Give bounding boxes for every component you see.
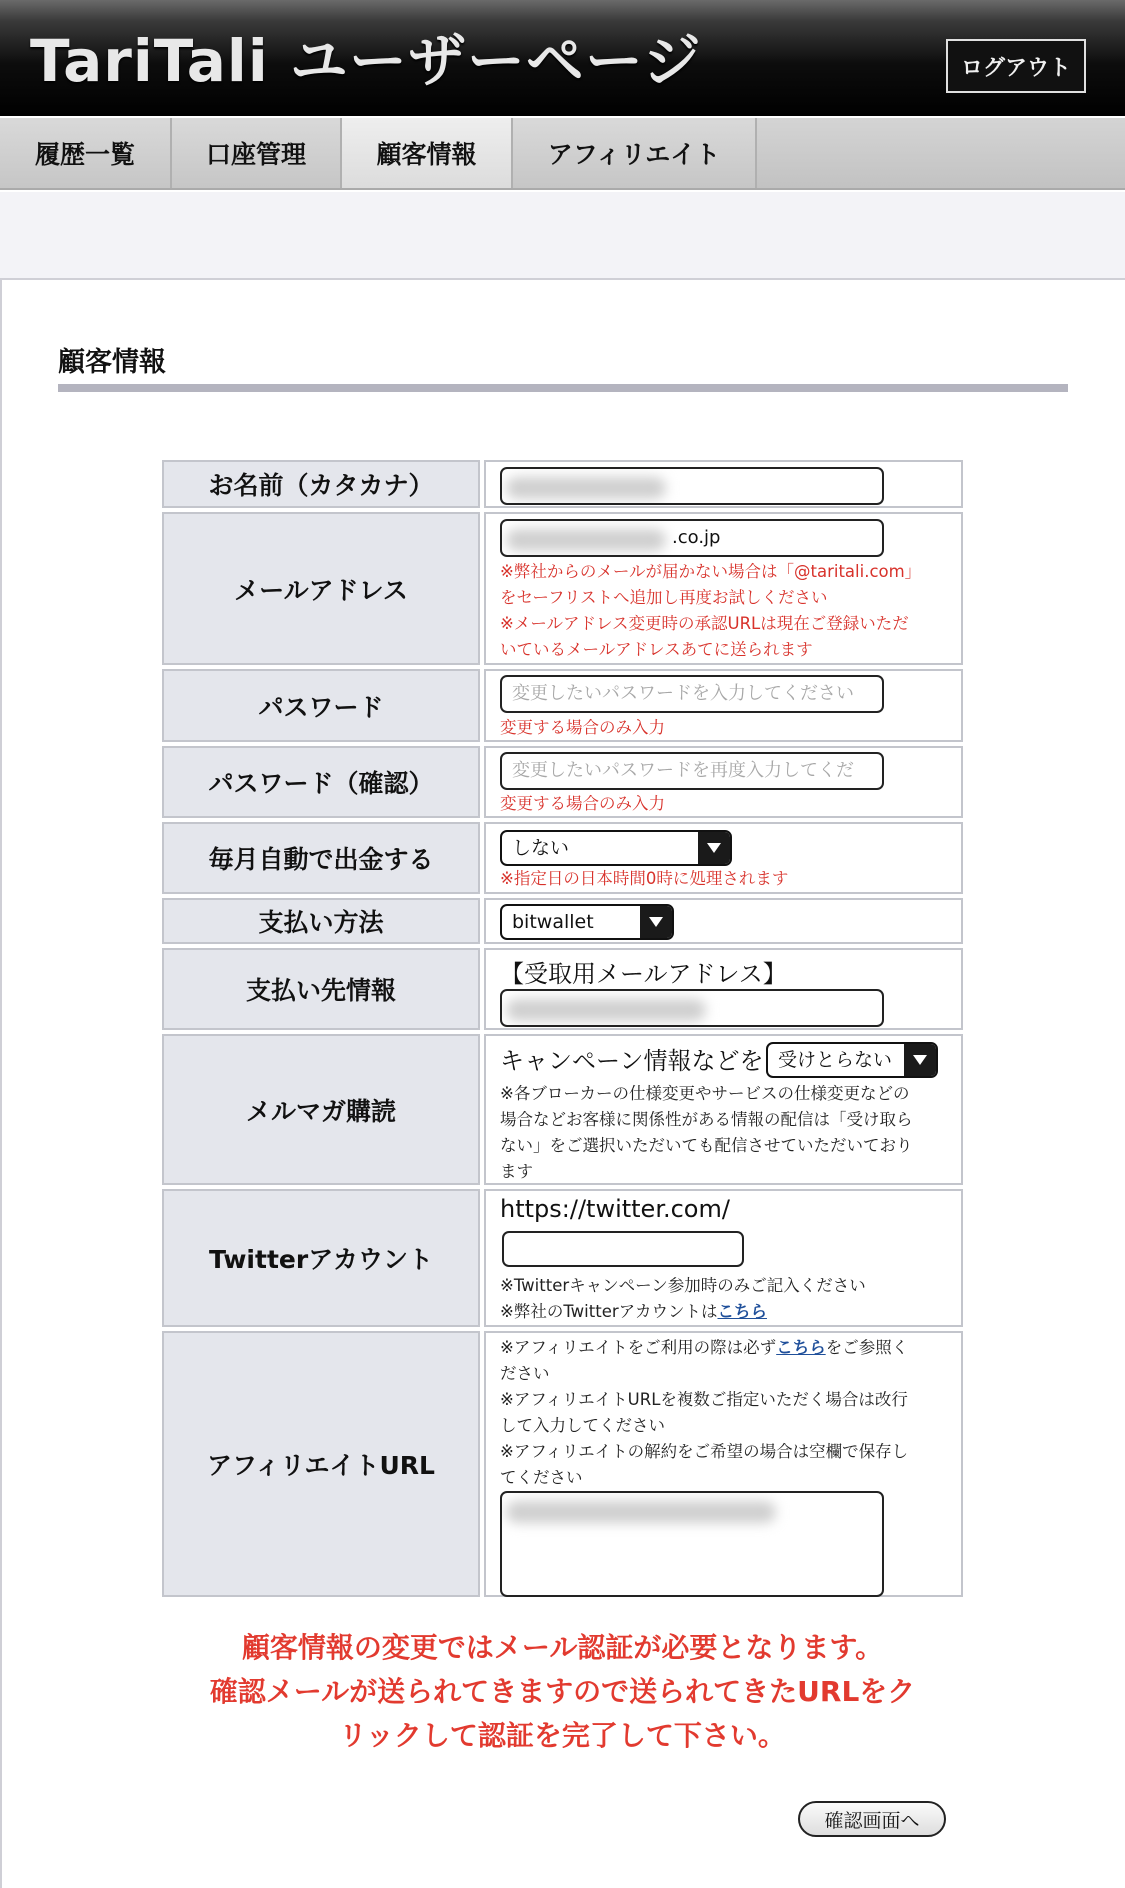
affiliate-note-text: ※アフィリエイトをご利用の際は必ず [500, 1338, 777, 1357]
row-affiliate [162, 1331, 963, 1597]
email-domain-suffix: .co.jp [672, 527, 721, 548]
page-title: 顧客情報 [58, 347, 166, 378]
payment-info-label: 支払い先情報 [162, 948, 480, 1030]
payment-info-value-cell [484, 948, 963, 1030]
twitter-account-link[interactable]: こちら [717, 1302, 767, 1321]
row-name [162, 460, 963, 508]
affiliate-note [500, 1335, 908, 1361]
notice-line: リックして認証を完了して下さい。 [339, 1719, 786, 1752]
payment-method-label: 支払い方法 [162, 898, 480, 944]
app-title: TariTali ユーザーページ [30, 27, 702, 95]
chevron-down-icon [698, 832, 730, 864]
auto-withdraw-select[interactable] [500, 830, 732, 866]
auto-withdraw-label: 毎月自動で出金する [162, 822, 480, 894]
affiliate-note: ※アフィリエイトURLを複数ご指定いただく場合は改行 [500, 1390, 908, 1409]
twitter-label: Twitterアカウント [162, 1189, 480, 1327]
email-label: メールアドレス [162, 512, 480, 665]
password-input[interactable] [500, 675, 884, 713]
password-confirm-label: パスワード（確認） [162, 746, 480, 818]
password-confirm-input[interactable] [500, 752, 884, 790]
verification-notice [162, 1626, 963, 1758]
tab-bar [0, 118, 1125, 190]
redacted-value [506, 477, 666, 499]
password-confirm-placeholder: 変更したいパスワードを再度入力してくだ [512, 760, 854, 781]
title-divider [58, 384, 1068, 392]
row-password-confirm [162, 746, 963, 818]
tab-history[interactable]: 履歴一覧 [0, 118, 172, 188]
name-input[interactable] [500, 467, 884, 505]
row-password [162, 669, 963, 742]
app-header [0, 0, 1125, 116]
affiliate-note-text: をご参照く [825, 1338, 909, 1357]
newsletter-label: メルマガ購読 [162, 1034, 480, 1185]
row-auto-withdraw [162, 822, 963, 894]
auto-withdraw-value-cell [484, 822, 963, 894]
auto-withdraw-selected: しない [512, 837, 570, 859]
password-note: 変更する場合のみ入力 [500, 718, 665, 737]
gray-band [0, 192, 1125, 278]
twitter-note [500, 1299, 767, 1325]
twitter-value-cell [484, 1189, 963, 1327]
chevron-down-icon [640, 906, 672, 938]
newsletter-value-cell [484, 1034, 963, 1185]
twitter-note-text: ※弊社のTwitterアカウントは [500, 1302, 718, 1321]
newsletter-note: ※各ブローカーの仕様変更やサービスの仕様変更などの [500, 1084, 910, 1103]
affiliate-note: して入力してください [500, 1416, 665, 1435]
logout-button[interactable]: ログアウト [946, 39, 1086, 93]
redacted-value [506, 529, 666, 551]
row-newsletter [162, 1034, 963, 1185]
twitter-note: ※Twitterキャンペーン参加時のみご記入ください [500, 1276, 866, 1295]
email-note: ※メールアドレス変更時の承認URLは現在ご登録いただ [500, 614, 909, 633]
chevron-down-icon [904, 1044, 936, 1076]
affiliate-value-cell [484, 1331, 963, 1597]
notice-line: 顧客情報の変更ではメール認証が必要となります。 [241, 1631, 884, 1664]
password-confirm-value-cell [484, 746, 963, 818]
email-note: ※弊社からのメールが届かない場合は「@taritali.com」 [500, 562, 922, 581]
email-note: をセーフリストへ追加し再度お試しください [500, 588, 828, 607]
newsletter-note: ます [500, 1162, 533, 1181]
email-value-cell [484, 512, 963, 665]
affiliate-label: アフィリエイトURL [162, 1331, 480, 1597]
tab-bar-filler [757, 118, 1125, 188]
affiliate-note: てください [500, 1468, 583, 1487]
newsletter-select[interactable] [766, 1042, 938, 1078]
email-note: いているメールアドレスあてに送られます [500, 640, 813, 659]
auto-withdraw-note: ※指定日の日本時間0時に処理されます [500, 869, 789, 888]
affiliate-note: ※アフィリエイトの解約をご希望の場合は空欄で保存し [500, 1442, 909, 1461]
tab-affiliate[interactable]: アフィリエイト [513, 118, 757, 188]
password-value-cell [484, 669, 963, 742]
newsletter-prefix: キャンペーン情報などを [500, 1047, 764, 1075]
row-email [162, 512, 963, 665]
payment-method-select[interactable] [500, 904, 674, 940]
tab-customer-info[interactable]: 顧客情報 [342, 118, 513, 188]
name-label: お名前（カタカナ） [162, 460, 480, 508]
password-placeholder: 変更したいパスワードを入力してください [512, 683, 854, 704]
payment-info-heading: 【受取用メールアドレス】 [500, 960, 787, 988]
row-payment-method [162, 898, 963, 944]
name-value-cell [484, 460, 963, 508]
confirm-button[interactable]: 確認画面へ [798, 1801, 946, 1837]
twitter-prefix: https://twitter.com/ [500, 1195, 730, 1223]
redacted-value [506, 1501, 776, 1523]
affiliate-note: ださい [500, 1364, 550, 1383]
payment-method-selected: bitwallet [512, 911, 594, 933]
affiliate-guide-link[interactable]: こちら [776, 1338, 826, 1357]
password-label: パスワード [162, 669, 480, 742]
affiliate-url-textarea[interactable] [500, 1491, 884, 1597]
payment-method-value-cell [484, 898, 963, 944]
redacted-value [506, 999, 706, 1021]
row-payment-info [162, 948, 963, 1030]
notice-line: 確認メールが送られてきますので送られてきたURLをク [209, 1675, 916, 1708]
twitter-input[interactable] [502, 1231, 744, 1267]
newsletter-note: ない」をご選択いただいても配信させていただいており [500, 1136, 913, 1155]
password-confirm-note: 変更する場合のみ入力 [500, 794, 665, 813]
payment-email-input[interactable] [500, 989, 884, 1027]
row-twitter [162, 1189, 963, 1327]
email-input[interactable] [500, 519, 884, 557]
tab-account[interactable]: 口座管理 [172, 118, 342, 188]
newsletter-selected: 受けとらない [778, 1049, 893, 1071]
newsletter-note: 場合などお客様に関係性がある情報の配信は「受け取ら [500, 1110, 913, 1129]
